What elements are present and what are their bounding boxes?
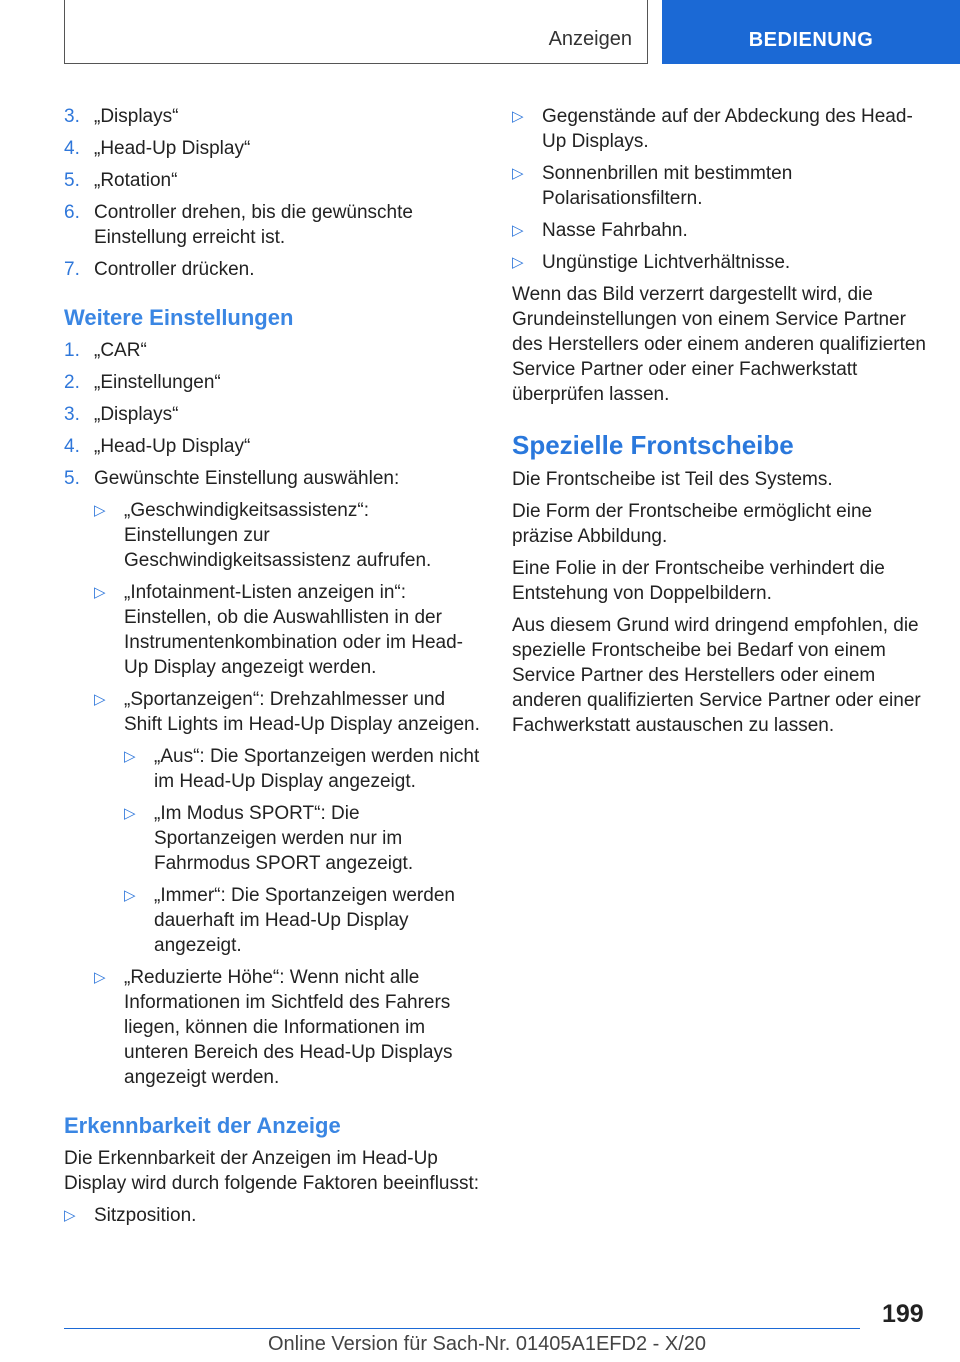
triangle-bullet-icon: ▷	[512, 222, 524, 239]
step-text: „Head-Up Display“	[94, 436, 251, 457]
sub-option-text: „Aus“: Die Sportanzeigen werden nicht im Head-Up Display angezeigt.	[154, 746, 480, 792]
list-item	[64, 168, 482, 193]
list-item	[64, 136, 482, 161]
factor-text: Gegenstände auf der Abdeckung des Head-Up Displays.	[542, 106, 913, 152]
step-number: 5.	[64, 170, 80, 191]
option-text: „Geschwindigkeitsassistenz“: Einstellungen zur Geschwindigkeitsassistenz aufrufen.	[124, 500, 432, 571]
verzerrt-paragraph: Wenn das Bild verzerrt dargestellt wird, die Grundeinstellungen von einem Service Partner des Herstellers oder einem anderen qualifizierten Service Partner oder einer Fachwerkstatt überprüfen lassen.	[512, 284, 927, 405]
sub-option-item	[64, 801, 482, 876]
step-text: Controller drehen, bis die gewünschte Einstellung erreicht ist.	[94, 202, 413, 248]
triangle-bullet-icon: ▷	[94, 691, 106, 708]
triangle-bullet-icon: ▷	[512, 108, 524, 125]
triangle-bullet-icon: ▷	[94, 502, 106, 519]
sub-option-item	[64, 744, 482, 794]
list-item	[64, 466, 482, 491]
list-item	[64, 434, 482, 459]
sub-option-text: „Immer“: Die Sportanzeigen werden dauerhaft im Head-Up Display angezeigt.	[154, 885, 455, 956]
list-item	[64, 104, 482, 129]
triangle-bullet-icon: ▷	[512, 254, 524, 271]
list-item	[64, 402, 482, 427]
list-item	[64, 370, 482, 395]
right-column	[512, 104, 932, 745]
triangle-bullet-icon: ▷	[94, 584, 106, 601]
step-text: Controller drücken.	[94, 259, 255, 280]
factor-text: Sitzposition.	[94, 1205, 197, 1226]
triangle-bullet-icon: ▷	[124, 887, 136, 904]
factor-item	[64, 1203, 482, 1228]
frontscheibe-paragraph: Die Frontscheibe ist Teil des Systems.	[512, 469, 833, 490]
triangle-bullet-icon: ▷	[512, 165, 524, 182]
erkennbarkeit-paragraph: Die Erkennbarkeit der Anzeigen im Head-Up Display wird durch folgende Faktoren beeinflusst:	[64, 1148, 480, 1194]
footer-divider	[64, 1328, 860, 1329]
step-number: 5.	[64, 468, 80, 489]
factor-item	[512, 161, 932, 211]
left-column	[64, 104, 482, 1235]
option-text: „Infotainment-Listen anzeigen in“: Einstellen, ob die Auswahllisten in der Instrumentenkombination oder im Head-Up Display angezeigt werden.	[124, 582, 464, 678]
frontscheibe-paragraph: Eine Folie in der Frontscheibe verhindert die Entstehung von Doppelbildern.	[512, 558, 885, 604]
factor-item	[512, 218, 932, 243]
step-text: „Einstellungen“	[94, 372, 221, 393]
factor-text: Sonnenbrillen mit bestimmten Polarisationsfiltern.	[542, 163, 793, 209]
step-text: „Displays“	[94, 106, 179, 127]
list-item	[64, 257, 482, 282]
triangle-bullet-icon: ▷	[124, 748, 136, 765]
step-text: Gewünschte Einstellung auswählen:	[94, 468, 400, 489]
step-text: „Rotation“	[94, 170, 178, 191]
list-item	[64, 200, 482, 250]
heading-erkennbarkeit: Erkennbarkeit der Anzeige	[64, 1113, 341, 1138]
option-item	[64, 965, 482, 1090]
footer-online-version: Online Version für Sach-Nr. 01405A1EFD2 - X/20	[268, 1333, 707, 1355]
step-number: 1.	[64, 340, 80, 361]
step-number: 6.	[64, 202, 80, 223]
step-number: 4.	[64, 436, 80, 457]
option-item	[64, 580, 482, 680]
option-text: „Sportanzeigen“: Drehzahlmesser und Shift Lights im Head-Up Display anzeigen.	[124, 689, 480, 735]
step-number: 7.	[64, 259, 80, 280]
step-number: 3.	[64, 106, 80, 127]
sub-option-text: „Im Modus SPORT“: Die Sportanzeigen werden nur im Fahrmodus SPORT angezeigt.	[154, 803, 414, 874]
list-item	[64, 338, 482, 363]
option-item	[64, 498, 482, 573]
factor-item	[512, 250, 932, 275]
heading-weitere-einstellungen: Weitere Einstellungen	[64, 305, 294, 330]
triangle-bullet-icon: ▷	[94, 969, 106, 986]
header-section-title: Anzeigen	[548, 28, 632, 50]
factor-text: Ungünstige Lichtverhältnisse.	[542, 252, 791, 273]
factor-item	[512, 104, 932, 154]
frontscheibe-paragraph: Die Form der Frontscheibe ermöglicht eine präzise Abbildung.	[512, 501, 873, 547]
step-text: „Head-Up Display“	[94, 138, 251, 159]
header-chapter-tab[interactable]: BEDIENUNG	[662, 0, 960, 64]
step-number: 4.	[64, 138, 80, 159]
frontscheibe-paragraph: Aus diesem Grund wird dringend empfohlen, die spezielle Frontscheibe bei Bedarf von einem Service Partner des Herstellers oder einem anderen qualifizierten Service Partner oder einer Fachwerkstatt austauschen zu lassen.	[512, 615, 921, 736]
factor-text: Nasse Fahrbahn.	[542, 220, 688, 241]
step-text: „Displays“	[94, 404, 179, 425]
triangle-bullet-icon: ▷	[64, 1207, 76, 1224]
step-text: „CAR“	[94, 340, 147, 361]
option-text: „Reduzierte Höhe“: Wenn nicht alle Informationen im Sichtfeld des Fahrers liegen, können die Informationen im unteren Bereich des Head-Up Displays angezeigt werden.	[124, 967, 453, 1088]
step-number: 2.	[64, 372, 80, 393]
page-number: 199	[882, 1300, 924, 1328]
option-item	[64, 687, 482, 737]
triangle-bullet-icon: ▷	[124, 805, 136, 822]
step-number: 3.	[64, 404, 80, 425]
heading-spezielle-frontscheibe: Spezielle Frontscheibe	[512, 430, 794, 460]
sub-option-item	[64, 883, 482, 958]
